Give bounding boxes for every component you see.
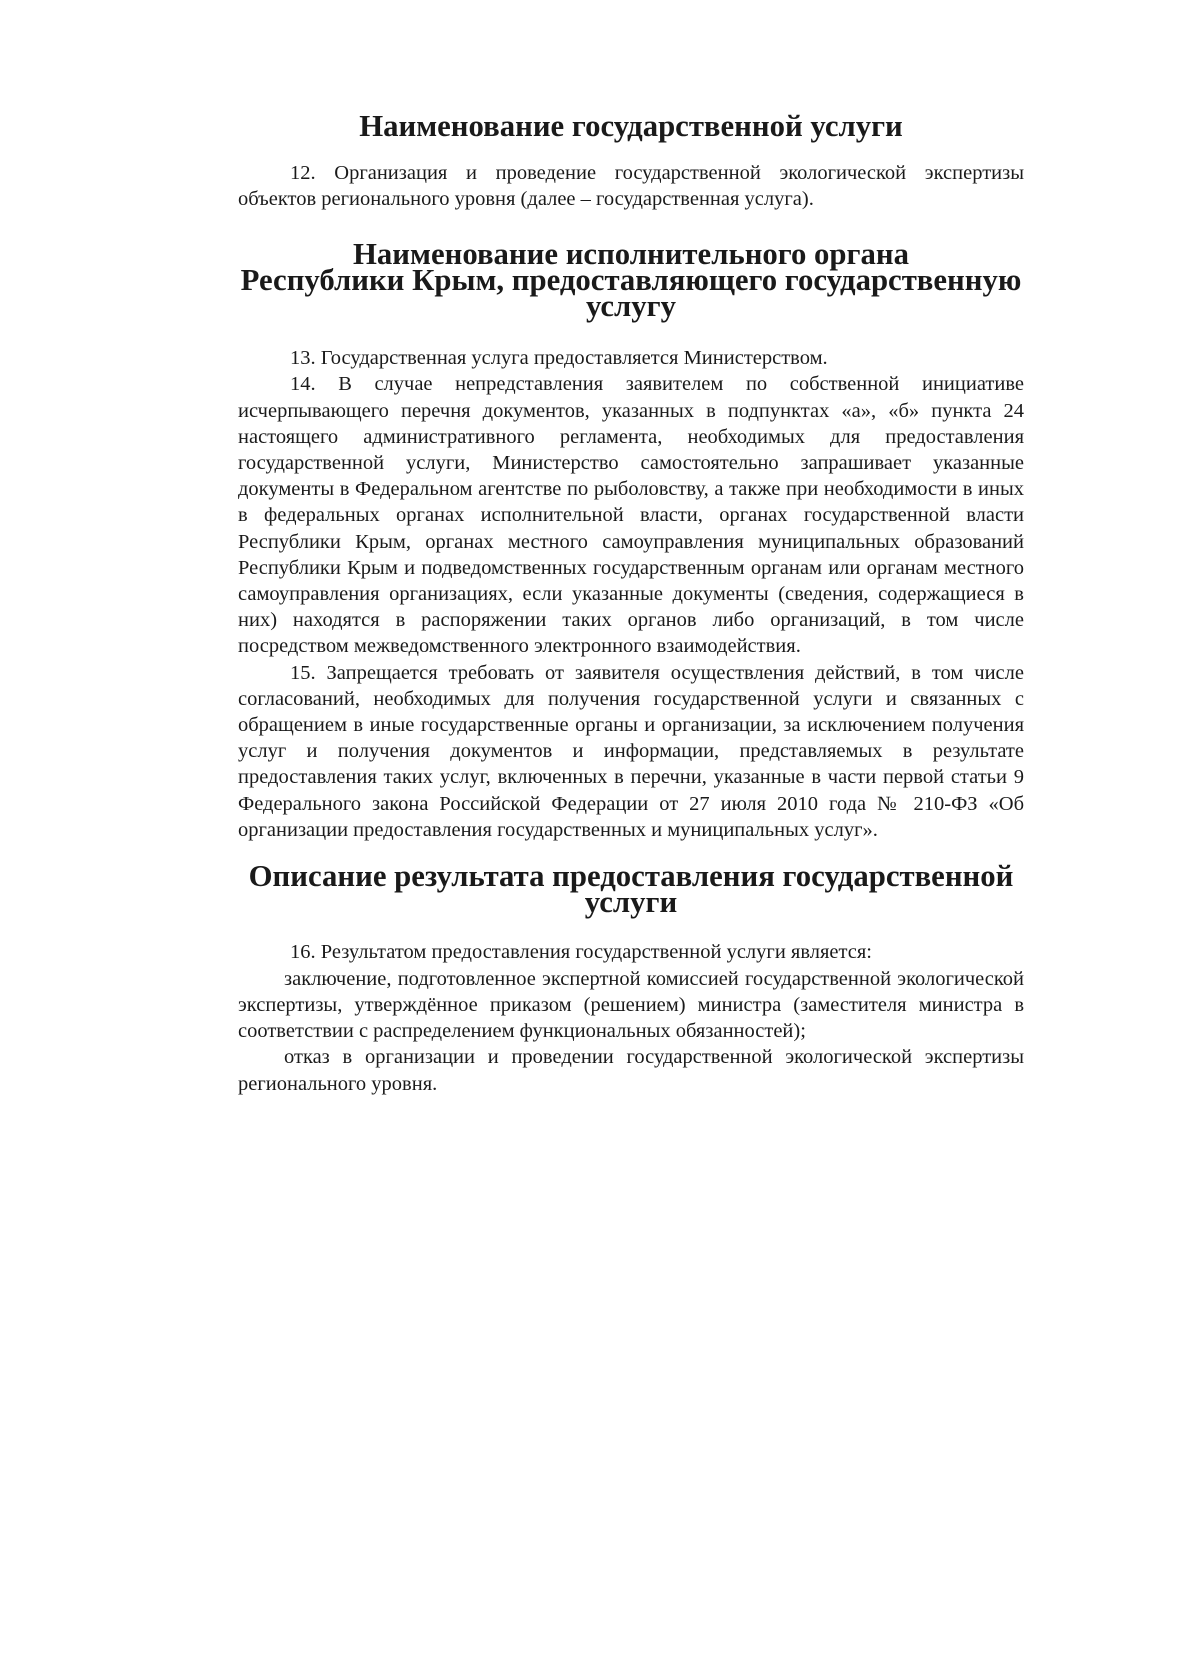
paragraph-12: 12. Организация и проведение государственной экологической экспертизы объектов регионального уровня (далее – государственная услуга).	[238, 162, 1024, 211]
heading-result	[238, 859, 1024, 920]
heading-result-text: Описание результата предоставления государственной услуги	[248, 859, 1014, 920]
paragraph-16-item-2: отказ в организации и проведении государственной экологической экспертизы регионального уровня.	[238, 1046, 1024, 1095]
heading-authority	[238, 236, 1024, 324]
paragraph-15: 15. Запрещается требовать от заявителя осуществления действий, в том числе согласований, необходимых для получения государственной услуги и связанных с обращением в иные государственные органы и организации, за исключением получения услуг и получения документов и информации, представляемых в результате предоставления таких услуг, включенных в перечни, указанные в части первой статьи 9 Федерального закона Российской Федерации от 27 июля 2010 года № 210-ФЗ «Об организации предоставления государственных и муниципальных услуг».	[238, 661, 1024, 841]
heading-authority-line-1: Наименование исполнительного органа	[353, 236, 909, 271]
paragraph-16-item-1: заключение, подготовленное экспертной комиссией государственной экологической экспертизы, утверждённое приказом (решением) министра (заместителя министра в соответствии с распределением функциональных обязанностей);	[238, 967, 1024, 1043]
document-page	[238, 98, 1024, 1097]
paragraph-16: 16. Результатом предоставления государственной услуги является:	[290, 941, 872, 964]
paragraph-13: 13. Государственная услуга предоставляется Министерством.	[290, 347, 828, 370]
heading-service-name	[238, 109, 1024, 143]
heading-authority-line-2: Республики Крым, предоставляющего государственную услугу	[240, 262, 1022, 324]
heading-service-name-text: Наименование государственной услуги	[359, 109, 903, 143]
paragraph-14: 14. В случае непредставления заявителем по собственной инициативе исчерпывающего перечня документов, указанных в подпунктах «а», «б» пункта 24 настоящего административного регламента, необходимых для предоставления государственной услуги, Министерство самостоятельно запрашивает указанные документы в Федеральном агентстве по рыболовству, а также при необходимости в иных в федеральных органах исполнительной власти, органах государственной власти Республики Крым, органах местного самоуправления муниципальных образований Республики Крым и подведомственных государственным органам или органам местного самоуправления организациях, если указанные документы (сведения, содержащиеся в них) находятся в распоряжении таких органов либо организаций, в том числе посредством межведомственного электронного взаимодействия.	[238, 373, 1024, 658]
